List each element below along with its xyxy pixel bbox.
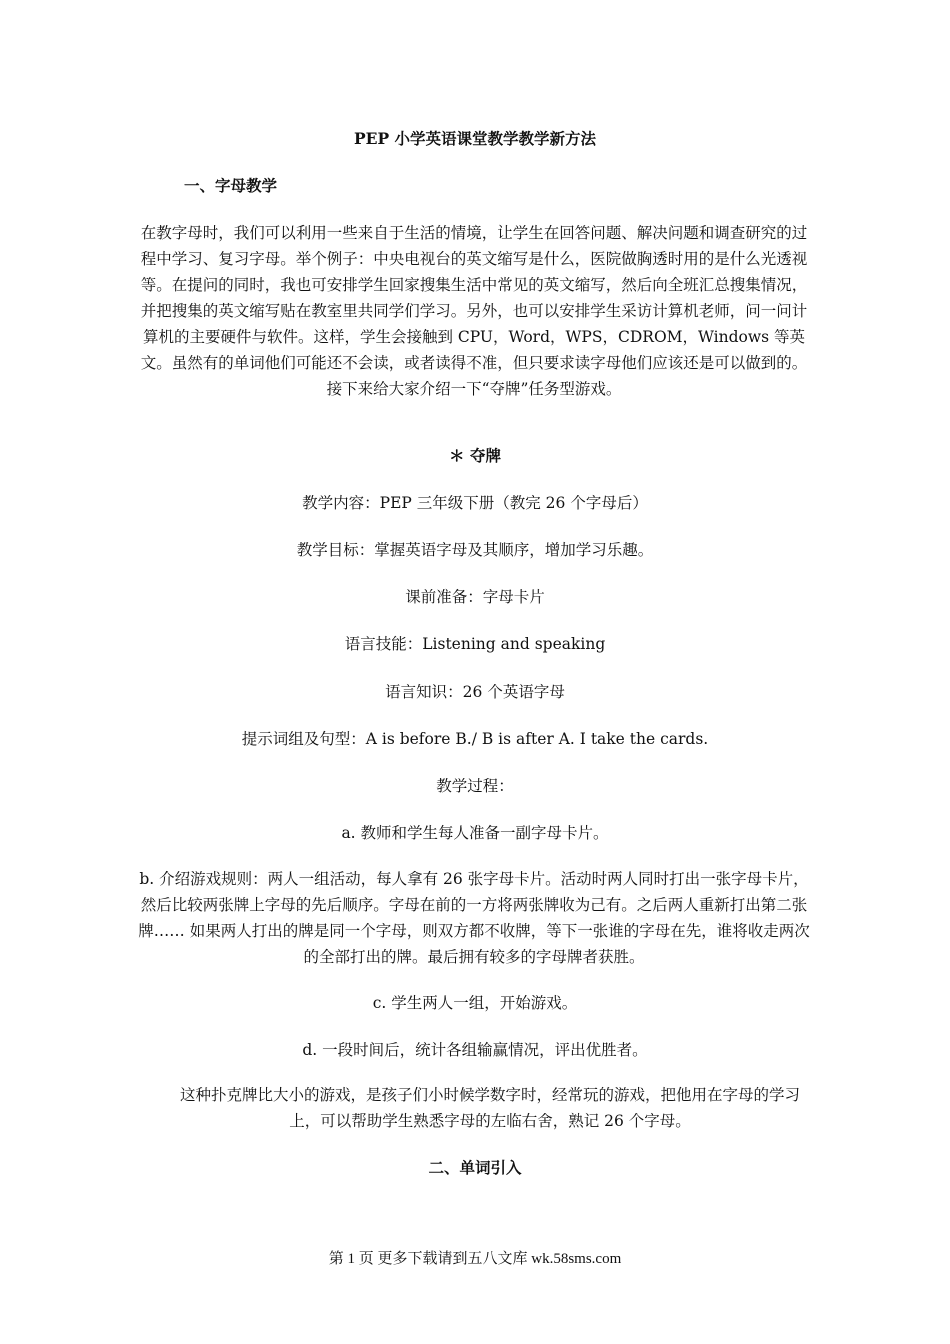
goal-line: 教学目标：掌握英语字母及其顺序，增加学习乐趣。 [296,541,654,559]
document-title: PEP 小学英语课堂教学教学新方法 [353,129,597,148]
pattern-line: 提示词组及句型：A is before B./ B is after A. I take the cards. [241,730,709,748]
section-heading-letters: 一、字母教学 [184,176,278,195]
prep-line: 课前准备：字母卡片 [405,588,545,606]
process-line: 教学过程： [436,777,514,795]
step-a: a. 教师和学生每人准备一副字母卡片。 [341,824,609,842]
game-heading: ＊ 夺牌 [449,446,501,465]
step-c: c. 学生两人一组，开始游戏。 [372,994,578,1012]
summary-paragraph: 这种扑克牌比大小的游戏，是孩子们小时候学数字时，经常玩的游戏，把他用在字母的学习上，可以帮助学生熟悉字母的左临右舍，熟记 26 个字母。 [179,1086,800,1130]
content-line: 教学内容：PEP 三年级下册（教完 26 个字母后） [302,494,648,512]
page-footer: 第 1 页 更多下载请到五八文库 wk.58sms.com [328,1251,622,1267]
section-heading-words: 二、单词引入 [428,1158,522,1177]
skill-line: 语言技能：Listening and speaking [344,635,606,653]
knowledge-line: 语言知识：26 个英语字母 [385,683,565,701]
step-b-paragraph: b. 介绍游戏规则：两人一组活动，每人拿有 26 张字母卡片。活动时两人同时打出一张字母卡片，然后比较两张牌上字母的先后顺序。字母在前的一方将两张牌收为己有。之后两人重新打出第二张牌…… 如果两人打出的牌是同一个字母，则双方都不收牌，等下一张谁的字母在先，谁将收走两次的全部打出的牌。最后拥有较多的字母牌者获胜。 [138,870,810,966]
intro-paragraph: 在教字母时，我们可以利用一些来自于生活的情境，让学生在回答问题、解决问题和调查研究的过程中学习、复习字母。举个例子：中央电视台的英文缩写是什么，医院做胸透时用的是什么光透视等。在提问的同时，我也可安排学生回家搜集生活中常见的英文缩写，然后向全班汇总搜集情况，并把搜集的英文缩写贴在教室里共同学们学习。另外，也可以安排学生采访计算机老师，问一问计算机的主要硬件与软件。这样，学生会接触到 CPU，Word，WPS，CDROM，Windows 等英文。虽然有的单词他们可能还不会读，或者读得不准，但只要求读字母他们应该还是可以做到的。接下来给大家介绍一下“夺牌”任务型游戏。 [140,224,808,398]
step-d: d. 一段时间后，统计各组输赢情况，评出优胜者。 [302,1041,648,1059]
